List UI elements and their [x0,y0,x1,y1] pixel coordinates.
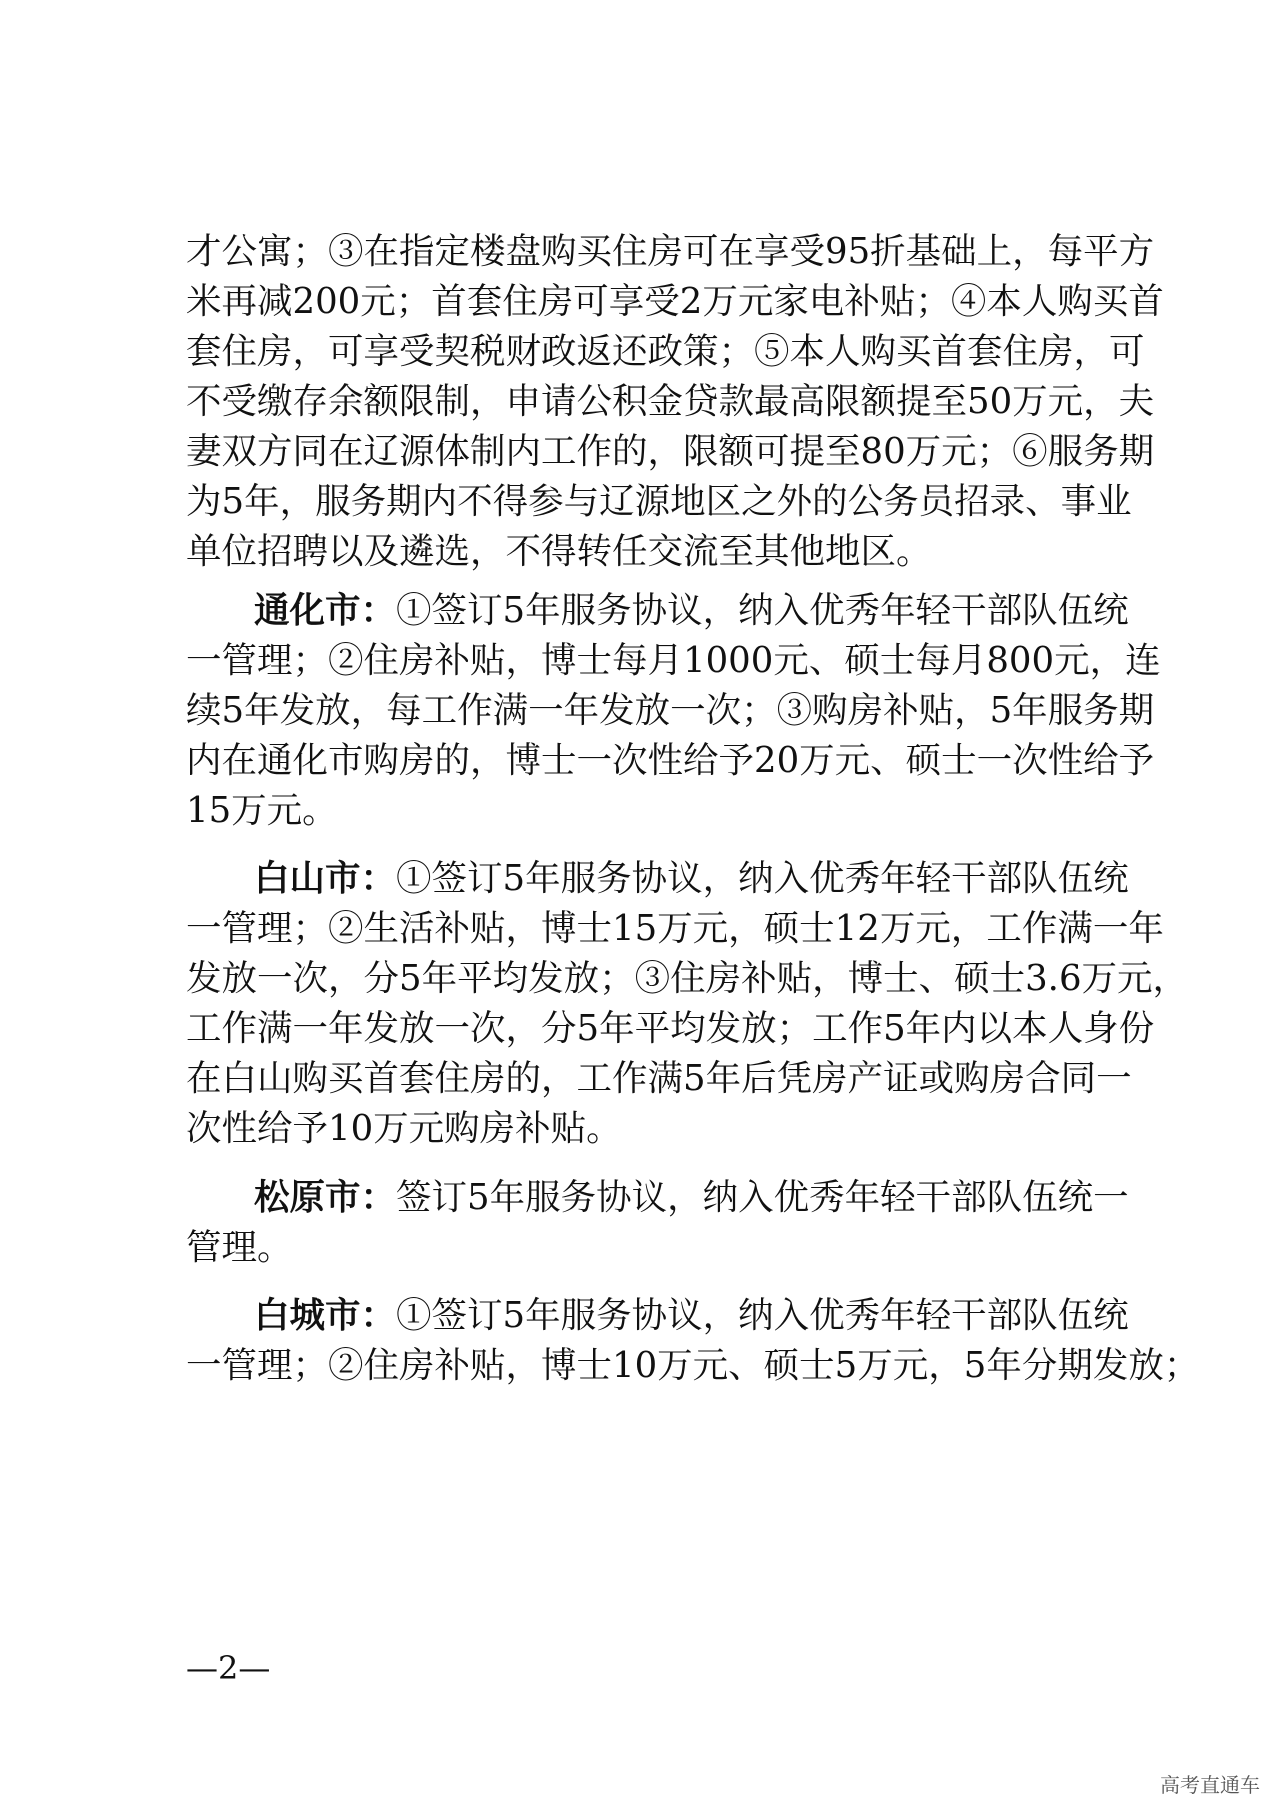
text-line: 在白山购买首套住房的，工作满5年后凭房产证或购房合同一 [186,1058,1132,1099]
text-line: 不受缴存余额限制，申请公积金贷款最高限额提至50万元，夫 [186,381,1155,422]
paragraph-tonghua: 通化市：①签订5年服务协议，纳入优秀年轻干部队伍统 [254,590,1129,631]
text-line: 续5年发放，每工作满一年发放一次；③购房补贴，5年服务期 [186,690,1155,731]
text-line: 米再减200元；首套住房可享受2万元家电补贴；④本人购买首 [186,281,1164,322]
city-label-baishan: 白山市： [254,858,397,899]
text-line: 单位招聘以及遴选，不得转任交流至其他地区。 [186,531,932,572]
text-line: 15万元。 [186,790,338,831]
text-line: 一管理；②住房补贴，博士10万元、硕士5万元，5年分期发放； [186,1345,1200,1386]
text-line: 一管理；②住房补贴，博士每月1000元、硕士每月800元，连 [186,640,1161,681]
text-line: 才公寓；③在指定楼盘购买住房可在享受95折基础上，每平方 [186,231,1155,272]
watermark: 高考直通车 [1160,1773,1260,1797]
paragraph-baicheng: 白城市：①签订5年服务协议，纳入优秀年轻干部队伍统 [254,1295,1129,1336]
text-line: 管理。 [186,1227,293,1268]
text-line: 一管理；②生活补贴，博士15万元，硕士12万元，工作满一年 [186,908,1164,949]
paragraph-songyuan: 松原市：签订5年服务协议，纳入优秀年轻干部队伍统一 [254,1177,1129,1218]
text-line: 工作满一年发放一次，分5年平均发放；工作5年内以本人身份 [186,1008,1155,1049]
text-line: 套住房，可享受契税财政返还政策；⑤本人购买首套住房，可 [186,331,1145,372]
city-label-baicheng: 白城市： [254,1295,397,1336]
text-line: 发放一次，分5年平均发放；③住房补贴，博士、硕士3.6万元， [186,958,1189,999]
text-line: 为5年，服务期内不得参与辽源地区之外的公务员招录、事业 [186,481,1132,522]
text-line: 内在通化市购房的，博士一次性给予20万元、硕士一次性给予 [186,740,1155,781]
city-label-songyuan: 松原市： [254,1177,397,1218]
text-line: 次性给予10万元购房补贴。 [186,1108,622,1149]
paragraph-baishan: 白山市：①签订5年服务协议，纳入优秀年轻干部队伍统 [254,858,1129,899]
text-line: 妻双方同在辽源体制内工作的，限额可提至80万元；⑥服务期 [186,431,1155,472]
city-label-tonghua: 通化市： [254,590,397,631]
page-number: —2— [186,1649,271,1687]
